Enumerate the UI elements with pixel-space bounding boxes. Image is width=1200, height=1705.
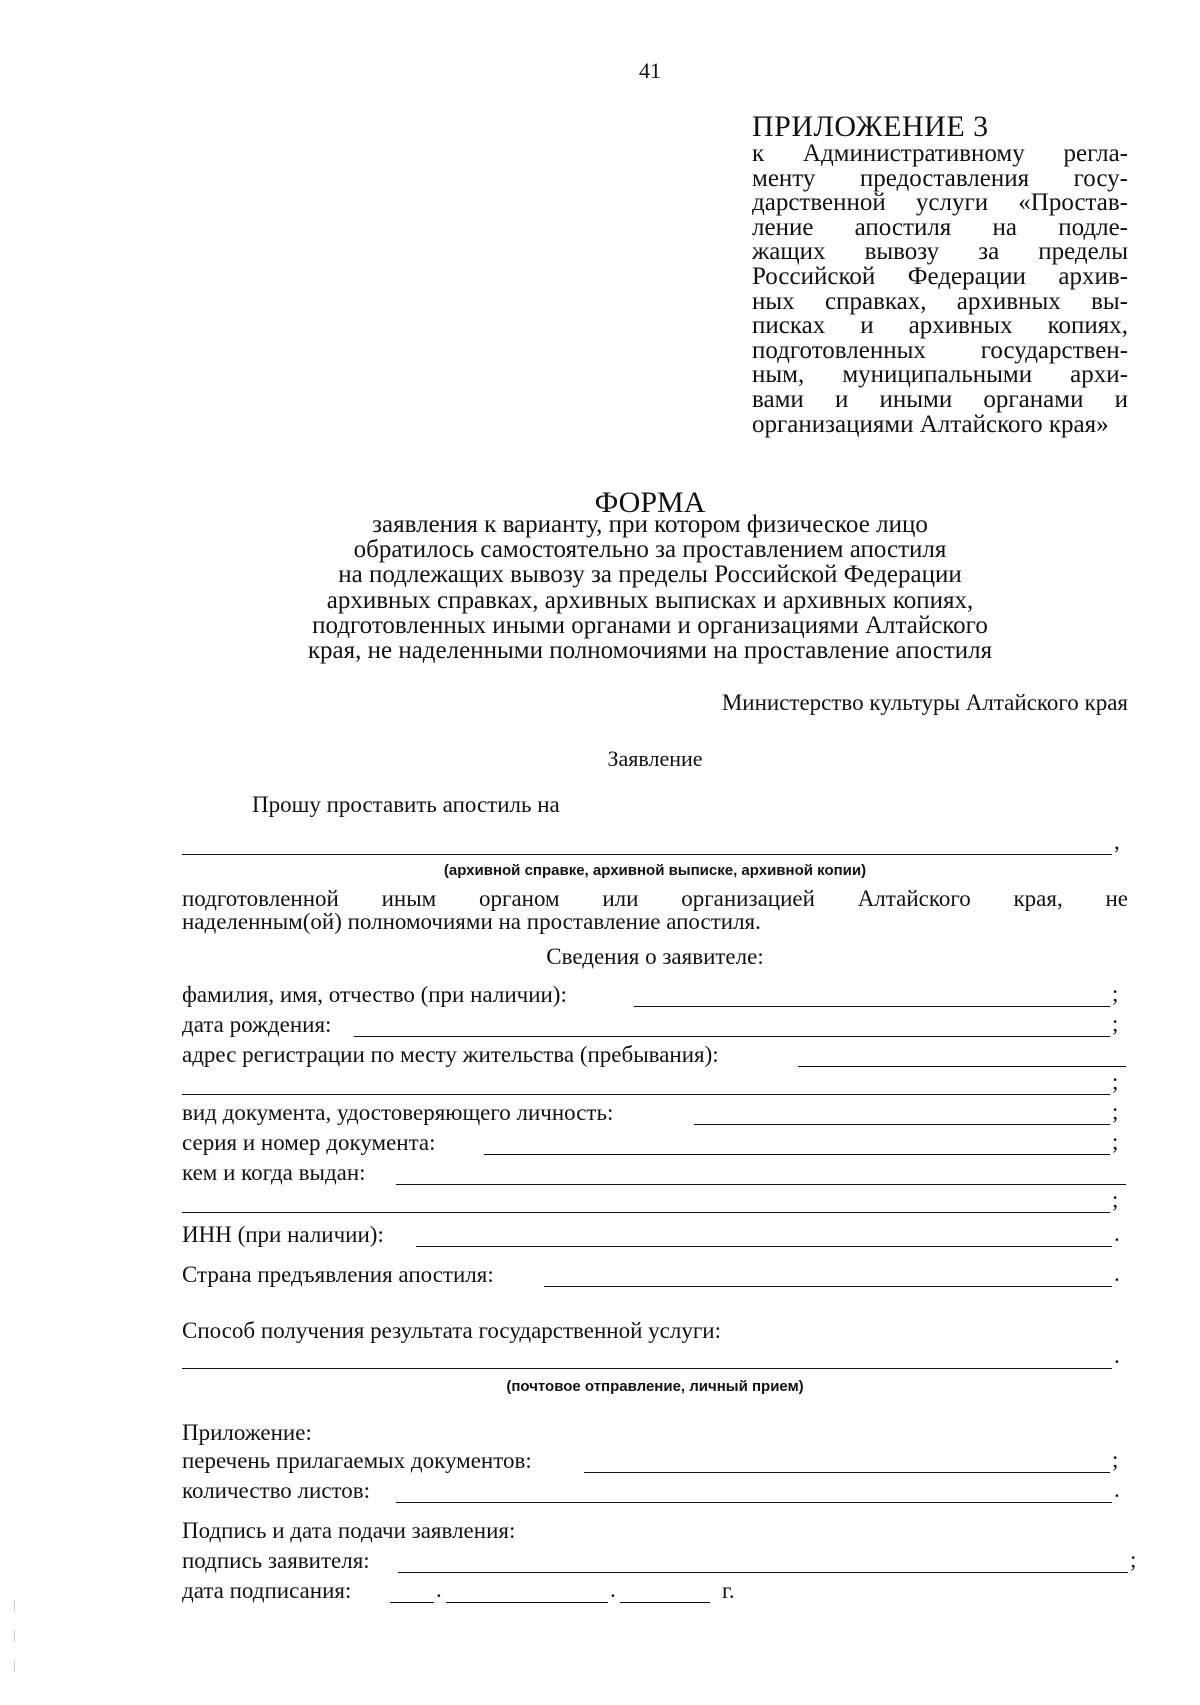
appendix-line: к Административному регла-: [752, 140, 1128, 167]
signing-month-field[interactable]: [446, 1602, 608, 1603]
address-field-continued[interactable]: [182, 1094, 1110, 1095]
period-mark: .: [1114, 1261, 1120, 1286]
appendix-line: вами и иными органами и: [752, 385, 1128, 413]
appendix-line: менту предоставления госу-: [752, 164, 1128, 192]
signing-date-label: дата подписания:: [182, 1578, 352, 1603]
birth-date-label: дата рождения:: [182, 1012, 332, 1037]
appendix-line: организациями Алтайского края»: [752, 410, 1109, 438]
semicolon-mark: ;: [1112, 1187, 1119, 1212]
issued-by-field[interactable]: [396, 1184, 1126, 1185]
appendix-line: ным, муниципальными архи-: [752, 361, 1128, 389]
appendix-text: [752, 142, 1128, 437]
issued-by-field-continued[interactable]: [182, 1212, 1110, 1213]
scan-margin-mark: [14, 1630, 15, 1642]
document-kind-label: вид документа, удостоверяющего личность:: [182, 1100, 614, 1125]
sheet-count-field[interactable]: [396, 1502, 1112, 1503]
period-mark: .: [436, 1577, 442, 1602]
birth-date-field[interactable]: [354, 1036, 1110, 1037]
document-number-label: серия и номер документа:: [182, 1130, 436, 1155]
delivery-method-hint: (почтовое отправление, личный прием): [506, 1378, 804, 1395]
fio-label: фамилия, имя, отчество (при наличии):: [182, 982, 567, 1007]
form-subtitle: [180, 512, 1120, 663]
country-label: Страна предъявления апостиля:: [182, 1262, 494, 1287]
signing-day-field[interactable]: [390, 1602, 434, 1603]
appendix-line: подготовленных государствен-: [752, 336, 1128, 364]
subtitle-line: на подлежащих вывозу за пределы Российской Федерации: [338, 561, 962, 589]
page-number: 41: [639, 58, 661, 83]
address-label: адрес регистрации по месту жительства (пребывания):: [182, 1042, 719, 1067]
subtitle-line: края, не наделенными полномочиями на проставление апостиля: [307, 637, 993, 665]
appendix-line: ление апостиля на подле-: [752, 213, 1128, 241]
attachments-header: Приложение:: [182, 1420, 312, 1445]
subtitle-line: подготовленных иными органами и организациями Алтайского: [312, 611, 988, 639]
subtitle-line: архивных справках, архивных выписках и архивных копиях,: [326, 586, 974, 614]
fio-field[interactable]: [634, 1006, 1110, 1007]
period-mark: .: [610, 1577, 616, 1602]
form-title: ФОРМА: [594, 486, 706, 519]
period-mark: .: [1114, 1343, 1120, 1368]
appendix-line: писках и архивных копиях,: [752, 312, 1128, 340]
semicolon-mark: ;: [1112, 1447, 1119, 1472]
prepared-line: наделенным(ой) полномочиями на проставление апостиля.: [182, 909, 761, 934]
period-mark: .: [1114, 1477, 1120, 1502]
semicolon-mark: ;: [1112, 1129, 1119, 1154]
semicolon-mark: ;: [1112, 981, 1119, 1006]
semicolon-mark: ;: [1130, 1547, 1137, 1572]
year-suffix: г.: [722, 1578, 735, 1603]
appendix-line: дарственной услуги «Простав-: [752, 189, 1128, 217]
scan-margin-mark: [14, 1660, 15, 1672]
document-kind-field[interactable]: [694, 1124, 1110, 1125]
applicant-header: Сведения о заявителе:: [546, 944, 764, 969]
prepared-line: подготовленной иным органом или организацией Алтайского края, не: [182, 886, 1128, 911]
country-field[interactable]: [544, 1286, 1112, 1287]
attachments-list-field[interactable]: [584, 1472, 1110, 1473]
inn-field[interactable]: [416, 1246, 1112, 1247]
delivery-method-label: Способ получения результата государственной услуги:: [182, 1318, 721, 1343]
sheet-count-label: количество листов:: [182, 1478, 371, 1503]
subtitle-line: заявления к варианту, при котором физическое лицо: [372, 511, 928, 538]
request-text: Прошу проставить апостиль на: [252, 792, 560, 817]
attachments-list-label: перечень прилагаемых документов:: [182, 1448, 532, 1473]
addressee-ministry: Министерство культуры Алтайского края: [721, 690, 1128, 715]
inn-label: ИНН (при наличии):: [182, 1222, 384, 1247]
signature-label: подпись заявителя:: [182, 1548, 370, 1573]
semicolon-mark: ;: [1112, 1011, 1119, 1036]
document-type-hint: (архивной справке, архивной выписке, архивной копии): [443, 862, 867, 879]
scan-margin-mark: [14, 1600, 15, 1612]
prepared-paragraph: [182, 887, 1128, 933]
subtitle-line: обратилось самостоятельно за проставлением апостиля: [353, 536, 947, 564]
delivery-method-field[interactable]: [182, 1368, 1112, 1369]
appendix-line: ных справках, архивных вы-: [752, 287, 1128, 315]
signature-header: Подпись и дата подачи заявления:: [182, 1518, 516, 1543]
document-number-field[interactable]: [484, 1154, 1110, 1155]
issued-by-label: кем и когда выдан:: [182, 1160, 366, 1185]
statement-title: Заявление: [607, 746, 703, 771]
appendix-title: ПРИЛОЖЕНИЕ 3: [752, 110, 989, 143]
semicolon-mark: ;: [1112, 1069, 1119, 1094]
period-mark: .: [1114, 1221, 1120, 1246]
comma-mark: ,: [1114, 829, 1120, 854]
semicolon-mark: ;: [1112, 1099, 1119, 1124]
signature-field[interactable]: [398, 1572, 1128, 1573]
signing-year-field[interactable]: [620, 1602, 710, 1603]
appendix-line: жащих вывозу за пределы: [752, 238, 1128, 266]
appendix-line: Российской Федерации архив-: [752, 262, 1128, 290]
document-type-field[interactable]: [182, 854, 1112, 855]
address-field[interactable]: [798, 1066, 1126, 1067]
